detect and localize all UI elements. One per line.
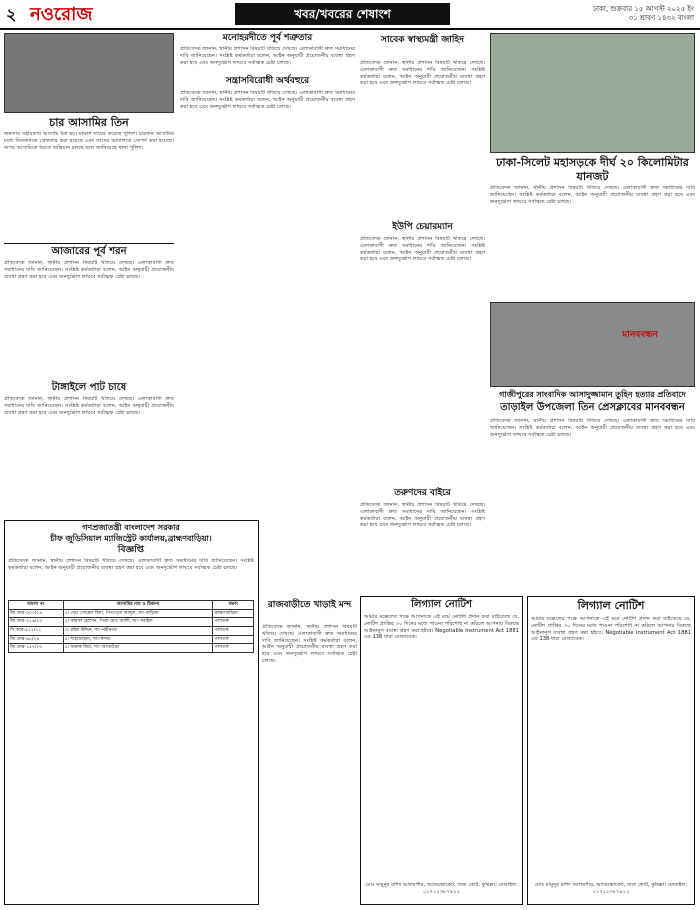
table-cell: পলাতক (213, 626, 254, 635)
article-dhaka-sylhet: প্রতিবেদক জানান, স্থানীয় প্রশাসন বিষয়টি খতিয়ে দেখছে। এলাকাবাসী দ্রুত সমাধানের দাবি জানিয়েছেন। সংশ্লিষ্ট কর্মকর্তারা বলেন, আইন অনুযায়ী প্রয়োজনীয় ব্যবস্থা গ্রহণ করা হবে এবং জনদুর্ভোগ লাঘবে সর্বাত্মক চেষ্টা চলছে। (490, 185, 695, 205)
table-cell: ১। মোঃ সোহেল মিয়া, পিতা-মৃত আব্দুল, সাং-বাড়িয়া (63, 609, 213, 618)
article-tarun: প্রতিবেদক জানান, স্থানীয় প্রশাসন বিষয়টি খতিয়ে দেখছে। এলাকাবাসী দ্রুত সমাধানের দাবি জানিয়েছেন। সংশ্লিষ্ট কর্মকর্তারা বলেন, আইন অনুযায়ী প্রয়োজনীয় ব্যবস্থা গ্রহণ করা হবে এবং জনদুর্ভোগ লাঘবে সর্বাত্মক চেষ্টা চলছে। (360, 502, 485, 529)
date-english: ঢাকা, শুক্রবার ১৫ আগস্ট ২০২৫ ইং (593, 5, 694, 13)
photo-arrested (4, 33, 174, 113)
table-cell: ৪। শাহাজাহান, সাং-কসবা (63, 635, 213, 644)
legal-notice-sign-1: মোঃ মামুনুর রশিদ আলমগীর, অ্যাডভোকেট, জজ কোর্ট, কুমিল্লা। মোবাইল: ০১৭১২৩৮৭৯২২ (365, 882, 518, 895)
legal-notice-body-2: আমার মক্কেলের পক্ষে আপনাকে এই মর্মে নোটিশ প্রদান করা যাইতেছে যে, নোটিশ প্রাপ্তির ৩০ দিনের মধ্যে পাওনা পরিশোধ না করিলে আপনার বিরুদ্ধে আইনানুগ ব্যবস্থা গ্রহণ করা হইবে। Negotiable Instrument Act 1881 এর 138 ধারা মোতাবেক। (531, 616, 691, 643)
gov-notice-table (8, 600, 254, 653)
article-gazipur: প্রতিবেদক জানান, স্থানীয় প্রশাসন বিষয়টি খতিয়ে দেখছে। এলাকাবাসী দ্রুত সমাধানের দাবি জানিয়েছেন। সংশ্লিষ্ট কর্মকর্তারা বলেন, আইন অনুযায়ী প্রয়োজনীয় ব্যবস্থা গ্রহণ করা হবে এবং জনদুর্ভোগ লাঘবে সর্বাত্মক চেষ্টা চলছে। (490, 418, 695, 438)
table-cell: ২। কামাল হোসেন, পিতা-মোঃ আলী, সাং-সরাইল (63, 618, 213, 627)
table-cell: জি.আর-৯৮/২৪ (9, 635, 64, 644)
table-cell: ৫। ফারুক মিয়া, সাং-আখাউড়া (63, 644, 213, 653)
table-cell: পলাতক (213, 618, 254, 627)
legal-notice-title-1: লিগ্যাল নোটিশ (411, 599, 472, 610)
legal-notice-body-1: আমার মক্কেলের পক্ষে আপনাকে এই মর্মে নোটিশ প্রদান করা যাইতেছে যে, নোটিশ প্রাপ্তির ৩০ দিনের মধ্যে পাওনা পরিশোধ না করিলে আপনার বিরুদ্ধে আইনানুগ ব্যবস্থা গ্রহণ করা হইবে। Negotiable Instrument Act 1881 এর 138 ধারা মোতাবেক। (364, 614, 519, 641)
gov-notice-title-2: চীফ জুডিসিয়াল ম্যাজিস্ট্রেট কার্যালয়,ব্রাহ্মণবাড়িয়া। (50, 534, 212, 543)
legal-notice-sign-2: মোঃ মামুনুর রশিদ আলমগীর, অ্যাডভোকেট, জজ কোর্ট, কুমিল্লা। মোবাইল: ০১৭১২৩৮৭৯২২ (534, 882, 688, 895)
headline-tangail: টাঙ্গাইলে পাট চাষে (51, 382, 127, 393)
article-monohardi: প্রতিবেদক জানান, স্থানীয় প্রশাসন বিষয়টি খতিয়ে দেখছে। এলাকাবাসী দ্রুত সমাধানের দাবি জানিয়েছেন। সংশ্লিষ্ট কর্মকর্তারা বলেন, আইন অনুযায়ী প্রয়োজনীয় ব্যবস্থা গ্রহণ করা হবে এবং জনদুর্ভোগ লাঘবে সর্বাত্মক চেষ্টা চলছে। (180, 46, 355, 66)
headline-monohardi: মনোহরদীতে পূর্ব শত্রুতার (222, 33, 313, 43)
date-bangla: ৩১ শ্রাবণ ১৪৩২ বাংলা (628, 13, 694, 22)
headline-dhaka-sylhet: ঢাকা-সিলেট মহাসড়কে দীর্ঘ ২০ কিলোমিটার যানজট (496, 156, 689, 183)
page-number: ২ (6, 5, 17, 24)
headline-sondabiu: সন্ত্রাসবিরোধী অর্থবহুরে (225, 76, 310, 86)
headline-rajbari: রাজবাড়ীতে খাড়াই মন্দ (267, 600, 352, 610)
legal-notice-title-2: লিগ্যাল নোটিশ (577, 599, 645, 612)
table-cell: জি.আর-১৫৭/২৩ (9, 644, 64, 653)
table-cell: ৩। রহিম উদ্দিন, সাং-নবীনগর (63, 626, 213, 635)
dateline (524, 5, 694, 23)
gov-notice-intro: প্রতিবেদক জানান, স্থানীয় প্রশাসন বিষয়টি খতিয়ে দেখছে। এলাকাবাসী দ্রুত সমাধানের দাবি জানিয়েছেন। সংশ্লিষ্ট কর্মকর্তারা বলেন, আইন অনুযায়ী প্রয়োজনীয় ব্যবস্থা গ্রহণ করা হবে এবং জনদুর্ভোগ লাঘবে সর্বাত্মক চেষ্টা চলছে। (8, 558, 254, 571)
table-row (9, 618, 254, 627)
table-cell: পলাতক (213, 635, 254, 644)
table-header: মন্তব্য (213, 601, 254, 610)
article-ajiar: প্রতিবেদক জানান, স্থানীয় প্রশাসন বিষয়টি খতিয়ে দেখছে। এলাকাবাসী দ্রুত সমাধানের দাবি জানিয়েছেন। সংশ্লিষ্ট কর্মকর্তারা বলেন, আইন অনুযায়ী প্রয়োজনীয় ব্যবস্থা গ্রহণ করা হবে এবং জনদুর্ভোগ লাঘবে সর্বাত্মক চেষ্টা চলছে। (4, 260, 174, 280)
table-row (9, 635, 254, 644)
gov-notice-title-3: বিজ্ঞপ্তি (117, 545, 145, 555)
table-cell: সি.আর-৪১২/২২ (9, 626, 64, 635)
headline-iupi: ইউপি চেয়ারম্যান (392, 222, 453, 232)
headline-ajiar: আজারের পূর্ব শরন (51, 246, 127, 257)
table-header: মামলা নং (9, 601, 64, 610)
headline-sabek: সাবেক স্বাস্থ্যমন্ত্রী জাহিদ (381, 35, 464, 45)
article-sondabiu: প্রতিবেদক জানান, স্থানীয় প্রশাসন বিষয়টি খতিয়ে দেখছে। এলাকাবাসী দ্রুত সমাধানের দাবি জানিয়েছেন। সংশ্লিষ্ট কর্মকর্তারা বলেন, আইন অনুযায়ী প্রয়োজনীয় ব্যবস্থা গ্রহণ করা হবে এবং জনদুর্ভোগ লাঘবে সর্বাত্মক চেষ্টা চলছে। (180, 90, 355, 110)
headline-char-asami: চার আসামির তিন (49, 116, 129, 129)
headline-tarun: তরুণদের বাইরে (394, 488, 451, 498)
photo-traffic-jam (490, 33, 695, 153)
gov-notice-title-1: গণপ্রজাতন্ত্রী বাংলাদেশ সরকার (82, 523, 180, 532)
article-sabek: প্রতিবেদক জানান, স্থানীয় প্রশাসন বিষয়টি খতিয়ে দেখছে। এলাকাবাসী দ্রুত সমাধানের দাবি জানিয়েছেন। সংশ্লিষ্ট কর্মকর্তারা বলেন, আইন অনুযায়ী প্রয়োজনীয় ব্যবস্থা গ্রহণ করা হবে এবং জনদুর্ভোগ লাঘবে সর্বাত্মক চেষ্টা চলছে। (360, 60, 485, 87)
headline-gazipur-2: তাড়াইল উপজেলা তিন প্রেসক্লাবের মানববন্ধন (500, 402, 685, 413)
newspaper-logo: নওরোজ (30, 4, 93, 25)
table-row (9, 609, 254, 618)
table-cell: জি.আর-২১৬/২৩ (9, 618, 64, 627)
table-cell: পলাতক (213, 644, 254, 653)
table-row (9, 644, 254, 653)
table-header: আসামির নাম ও ঠিকানা (63, 601, 213, 610)
table-cell: জি.আর-৩০০/২৪ (9, 609, 64, 618)
table-cell: ব্রাহ্মণবাড়িয়া (213, 609, 254, 618)
article-char-asami: জনতার সহায়তায় আসামি ধরা হয়। মামলা দায়ের করেছে পুলিশ। চারজন আসামির মধ্যে তিনজনকে গ্রেফতার করা হয়েছে এবং তাদের আদালতে সোপর্দ করা হয়েছে। অপর আসামিকে ধরতে অভিযান চলছে বলে জানিয়েছে থানা পুলিশ। (4, 131, 174, 151)
divider (4, 243, 174, 244)
banner-text: মানববন্ধন (622, 330, 658, 340)
article-rajbari: প্রতিবেদক জানান, স্থানীয় প্রশাসন বিষয়টি খতিয়ে দেখছে। এলাকাবাসী দ্রুত সমাধানের দাবি জানিয়েছেন। সংশ্লিষ্ট কর্মকর্তারা বলেন, আইন অনুযায়ী প্রয়োজনীয় ব্যবস্থা গ্রহণ করা হবে এবং জনদুর্ভোগ লাঘবে সর্বাত্মক চেষ্টা চলছে। (262, 624, 357, 664)
section-title: খবর/খবরের শেষাংশ (235, 3, 450, 25)
headline-gazipur-1: গাজীপুরের সাংবাদিক আসাদুজ্জামান তুহিন হত্যার প্রতিবাদে (499, 390, 686, 399)
article-iupi: প্রতিবেদক জানান, স্থানীয় প্রশাসন বিষয়টি খতিয়ে দেখছে। এলাকাবাসী দ্রুত সমাধানের দাবি জানিয়েছেন। সংশ্লিষ্ট কর্মকর্তারা বলেন, আইন অনুযায়ী প্রয়োজনীয় ব্যবস্থা গ্রহণ করা হবে এবং জনদুর্ভোগ লাঘবে সর্বাত্মক চেষ্টা চলছে। (360, 236, 485, 263)
article-tangail: প্রতিবেদক জানান, স্থানীয় প্রশাসন বিষয়টি খতিয়ে দেখছে। এলাকাবাসী দ্রুত সমাধানের দাবি জানিয়েছেন। সংশ্লিষ্ট কর্মকর্তারা বলেন, আইন অনুযায়ী প্রয়োজনীয় ব্যবস্থা গ্রহণ করা হবে এবং জনদুর্ভোগ লাঘবে সর্বাত্মক চেষ্টা চলছে। (4, 396, 174, 416)
photo-human-chain (490, 302, 695, 387)
table-row (9, 626, 254, 635)
